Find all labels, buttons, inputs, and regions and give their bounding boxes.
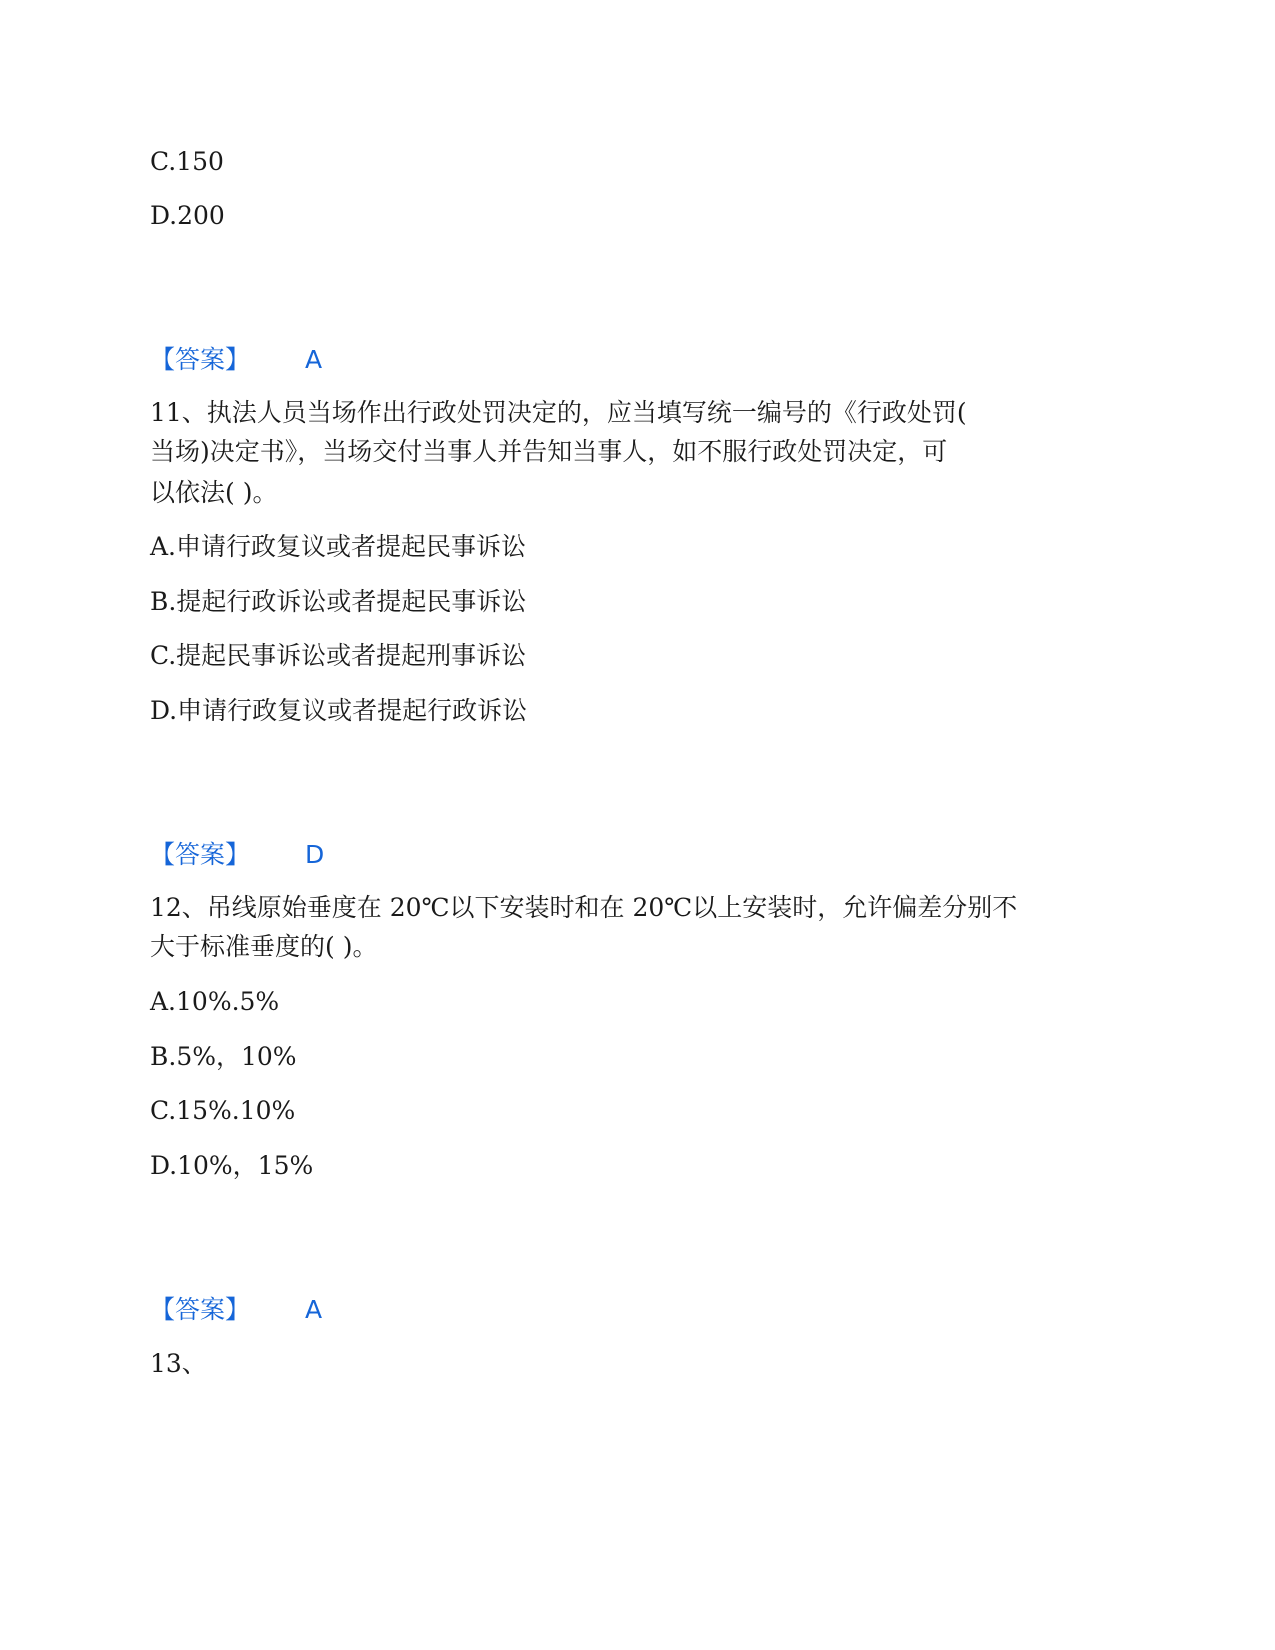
q12-option-b: B.5%，10% [150,1042,297,1071]
q12-option-a: A.10%.5% [150,987,280,1016]
q11-stem-line-2: 当场)决定书》，当场交付当事人并告知当事人，如不服行政处罚决定，可 [150,437,948,466]
q11-option-c: C.提起民事诉讼或者提起刑事诉讼 [150,641,527,670]
prev-option-d: D.200 [150,201,225,230]
q11-answer-value: D [305,840,325,869]
q11-stem-line-1: 11、执法人员当场作出行政处罚决定的，应当填写统一编号的《行政处罚( [150,398,967,427]
prev-answer-value: A [305,345,323,374]
q11-option-d: D.申请行政复议或者提起行政诉讼 [150,696,528,725]
q12-answer-label: 【答案】 [150,1295,251,1324]
q11-stem-line-3: 以依法( )。 [150,478,278,507]
q11-option-a: A.申请行政复议或者提起民事诉讼 [150,532,527,561]
prev-option-c: C.150 [150,147,224,176]
q12-stem-line-1: 12、吊线原始垂度在 20℃以下安装时和在 20℃以上安装时，允许偏差分别不 [150,893,1018,922]
q12-stem-line-2: 大于标准垂度的( )。 [150,932,378,961]
q12-option-d: D.10%，15% [150,1151,314,1180]
q13-stem: 13、 [150,1349,207,1378]
q11-option-b: B.提起行政诉讼或者提起民事诉讼 [150,587,527,616]
prev-answer-label: 【答案】 [150,345,251,374]
q12-option-c: C.15%.10% [150,1096,296,1125]
q12-answer-value: A [305,1295,323,1324]
q11-answer-label: 【答案】 [150,840,251,869]
